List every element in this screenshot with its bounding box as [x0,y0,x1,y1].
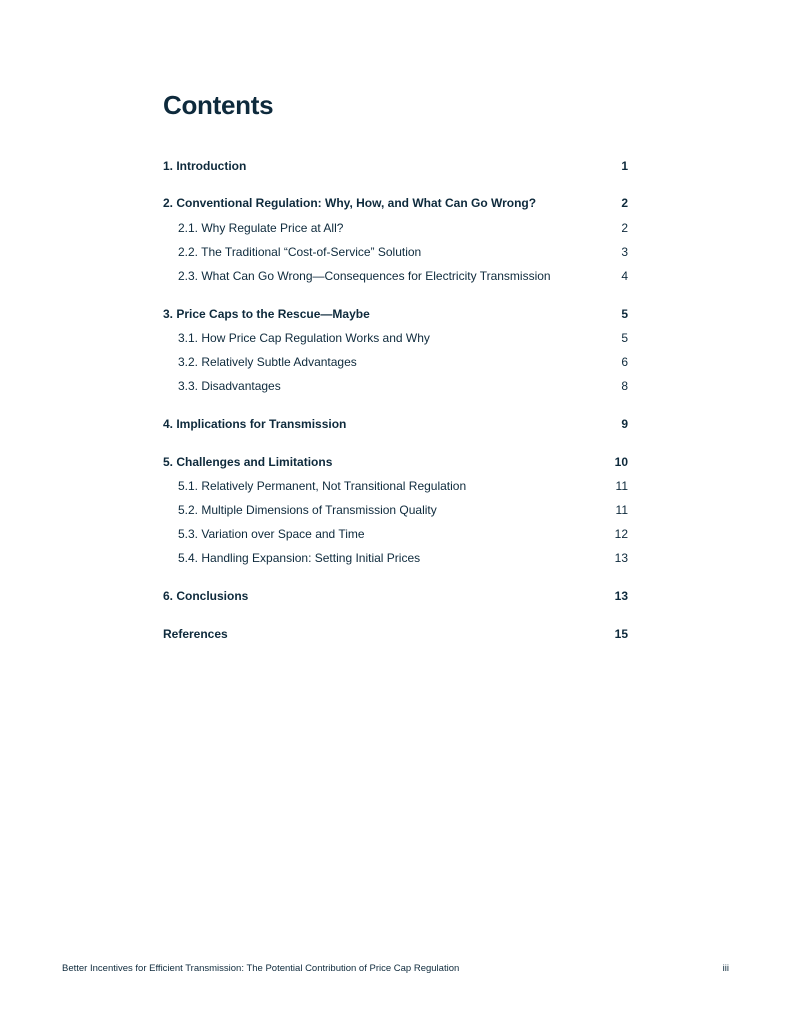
toc-entry-references[interactable] [163,624,628,644]
toc-entry-page: 2 [621,221,628,235]
toc-entry-label: 3.2. Relatively Subtle Advantages [178,355,357,369]
toc-entry-page: 10 [614,455,628,469]
toc-entry-price-caps-rescue[interactable] [163,304,628,324]
toc-entry-page: 13 [614,589,628,603]
toc-entry-page: 2 [621,196,628,210]
toc-entry-disadvantages[interactable] [178,376,628,396]
toc-entry-page: 1 [621,159,628,173]
toc-entry-implications[interactable] [163,414,628,434]
toc-entry-page: 5 [621,307,628,321]
toc-entry-conventional-regulation[interactable] [163,193,628,213]
footer-title: Better Incentives for Efficient Transmission: The Potential Contribution of Price Cap Regulation [62,962,460,974]
toc-entry-handling-expansion[interactable] [178,548,628,568]
toc-entry-conclusions[interactable] [163,586,628,606]
toc-entry-multiple-dimensions[interactable] [178,500,628,520]
footer-page-number: iii [722,962,729,974]
page-footer [62,960,729,976]
toc-entry-label: 4. Implications for Transmission [163,417,347,431]
toc-entry-label: 6. Conclusions [163,589,249,603]
toc-entry-page: 11 [615,503,628,517]
toc-entry-label: 5. Challenges and Limitations [163,455,333,469]
toc-entry-page: 12 [614,527,628,541]
toc-entry-why-regulate-price[interactable] [178,218,628,238]
toc-entry-page: 5 [621,331,628,345]
toc-entry-page: 13 [614,551,628,565]
toc-entry-label: 3.3. Disadvantages [178,379,281,393]
toc-entry-page: 4 [621,269,628,283]
toc-entry-page: 11 [615,479,628,493]
toc-entry-variation-space-time[interactable] [178,524,628,544]
toc-entry-label: 2.1. Why Regulate Price at All? [178,221,344,235]
toc-entry-label: 2.2. The Traditional “Cost-of-Service” Solution [178,245,422,259]
toc-entry-introduction[interactable] [163,156,628,176]
toc-entry-label: References [163,627,228,641]
toc-entry-label: 5.1. Relatively Permanent, Not Transitional Regulation [178,479,467,493]
toc-entry-cost-of-service[interactable] [178,242,628,262]
toc-entry-label: 5.2. Multiple Dimensions of Transmission Quality [178,503,437,517]
toc-entry-subtle-advantages[interactable] [178,352,628,372]
toc-entry-page: 15 [614,627,628,641]
toc-entry-label: 2. Conventional Regulation: Why, How, and What Can Go Wrong? [163,196,537,210]
toc-entry-page: 9 [621,417,628,431]
toc-entry-how-price-cap-works[interactable] [178,328,628,348]
toc-entry-label: 3. Price Caps to the Rescue—Maybe [163,307,370,321]
page-title: Contents [163,90,274,120]
toc-entry-label: 1. Introduction [163,159,247,173]
toc-entry-label: 3.1. How Price Cap Regulation Works and Why [178,331,430,345]
toc-entry-page: 3 [621,245,628,259]
toc-entry-label: 2.3. What Can Go Wrong—Consequences for Electricity Transmission [178,269,551,283]
toc-entry-challenges[interactable] [163,452,628,472]
toc-entry-label: 5.3. Variation over Space and Time [178,527,365,541]
toc-entry-label: 5.4. Handling Expansion: Setting Initial Prices [178,551,421,565]
toc-entry-relatively-permanent[interactable] [178,476,628,496]
toc-entry-page: 6 [621,355,628,369]
toc-entry-page: 8 [621,379,628,393]
toc-entry-what-can-go-wrong[interactable] [178,266,628,286]
